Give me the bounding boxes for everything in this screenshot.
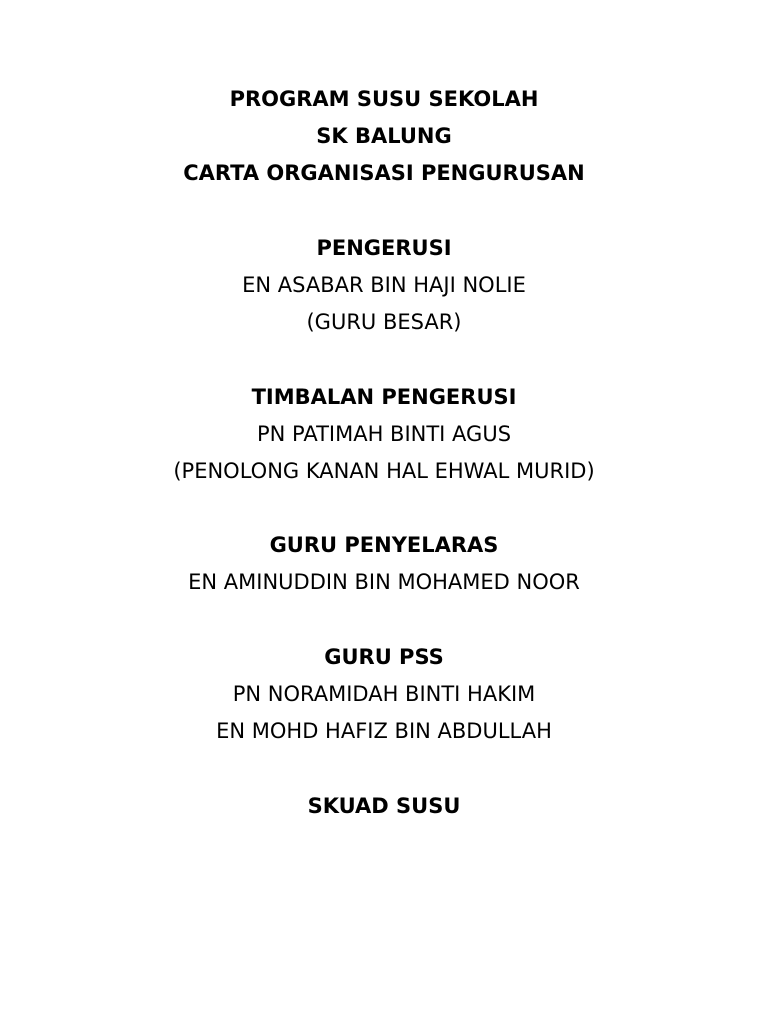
spacer [0,341,768,378]
section-title: SKUAD SUSU [307,793,461,818]
spacer [0,490,768,527]
member-name: EN ASABAR BIN HAJI NOLIE [242,272,526,297]
section-title: PENGERUSI [316,235,452,260]
member-name: PN PATIMAH BINTI AGUS [256,421,512,446]
spacer [0,750,768,787]
section-title: GURU PENYELARAS [269,533,499,558]
section-timbalan-pengerusi [0,379,768,491]
spacer [0,602,768,639]
school-name: SK BALUNG [316,124,452,149]
member-role: (PENOLONG KANAN HAL EHWAL MURID) [173,458,595,483]
member-name: PN NORAMIDAH BINTI HAKIM [232,682,536,706]
member-name: EN AMINUDDIN BIN MOHAMED NOOR [188,570,580,595]
section-guru-pss [0,639,768,751]
chart-title: CARTA ORGANISASI PENGURUSAN [183,161,585,186]
section-title: TIMBALAN PENGERUSI [251,384,517,409]
document-page [0,81,768,825]
member-name: EN MOHD HAFIZ BIN ABDULLAH [216,719,552,744]
spacer [0,193,768,230]
member-role: (GURU BESAR) [306,310,462,335]
document-title: PROGRAM SUSU SEKOLAH [229,87,539,111]
section-pengerusi [0,230,768,342]
section-skuad-susu [0,788,768,825]
section-title: GURU PSS [324,644,444,669]
section-guru-penyelaras [0,527,768,601]
